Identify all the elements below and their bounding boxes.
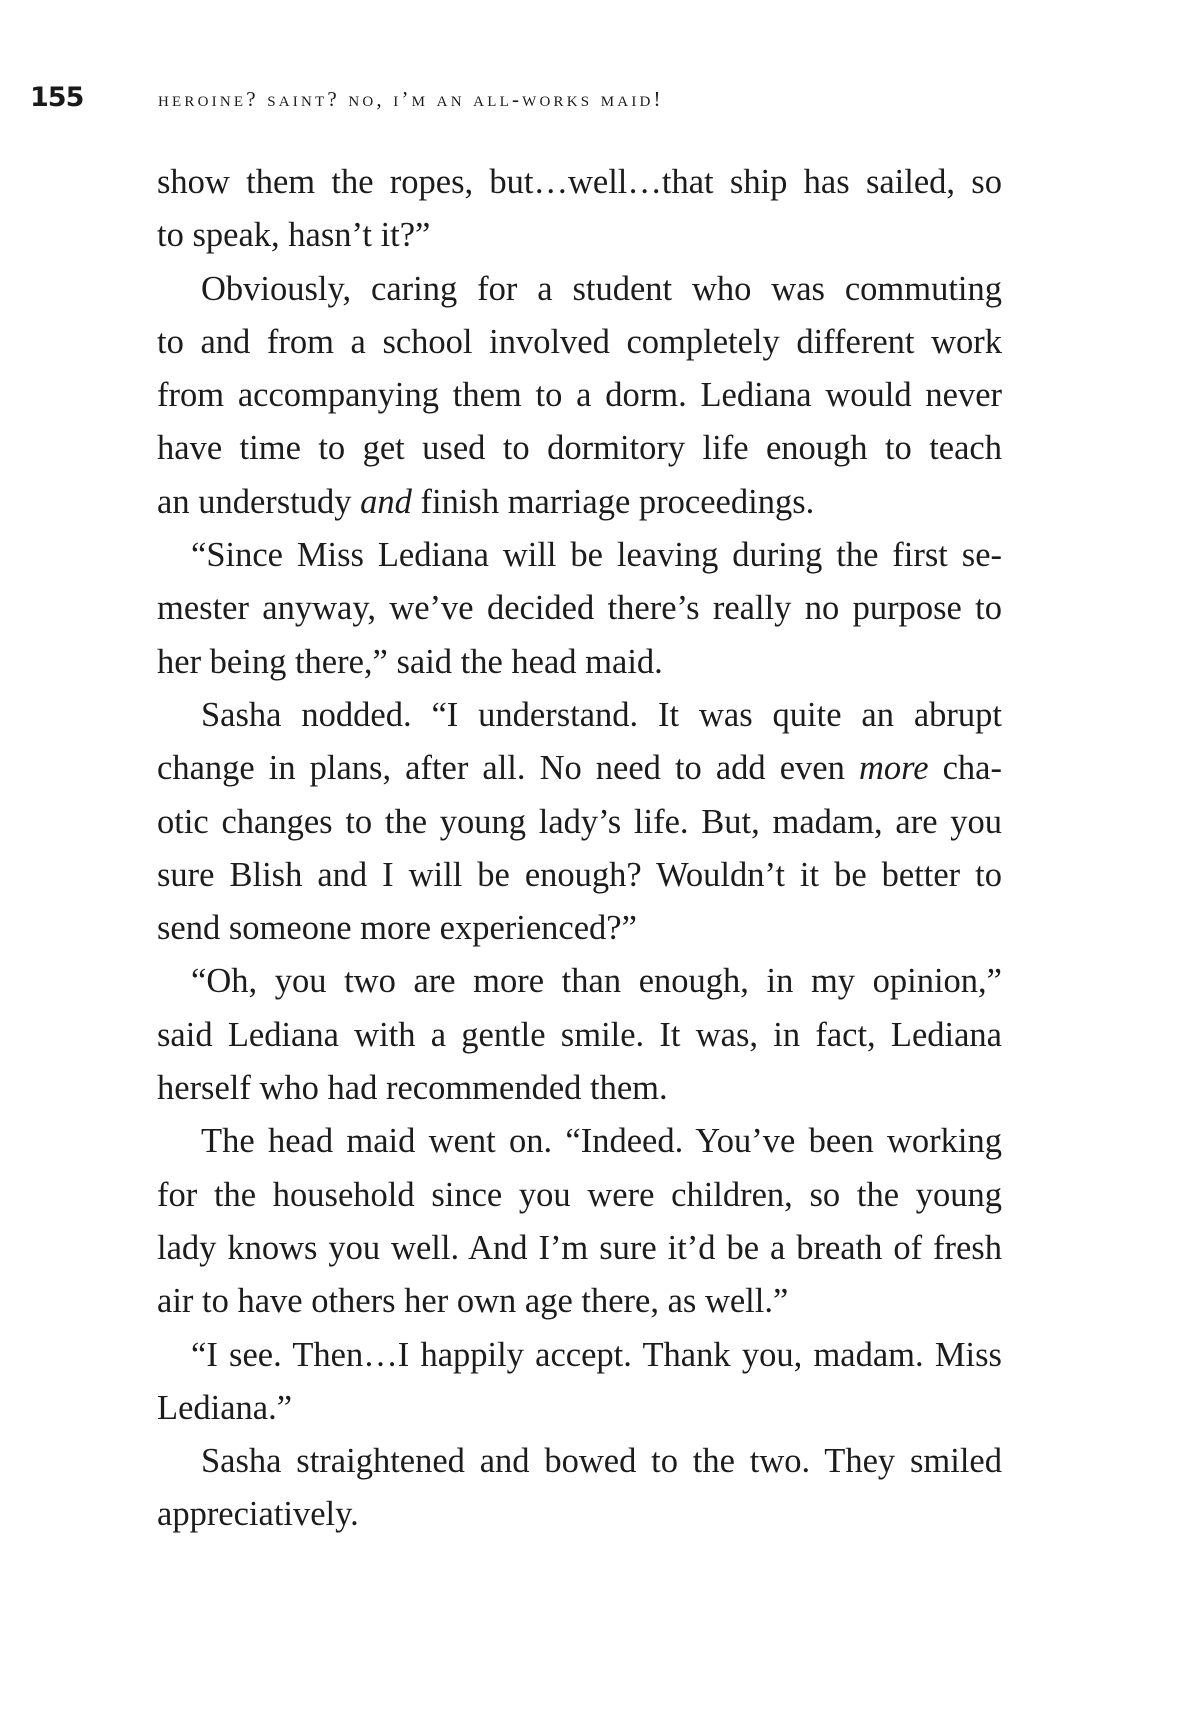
text-line: have time to get used to dormitory life enough to teach (157, 429, 1002, 468)
text-line: Sasha nodded. “I understand. It was quite an abrupt (201, 695, 1002, 734)
text-line: for the household since you were children, so the young (157, 1175, 1002, 1214)
text-line: air to have others her own age there, as well.” (157, 1282, 789, 1321)
body-text (157, 156, 1002, 1542)
text-line: herself who had recommended them. (157, 1069, 668, 1108)
text-line (157, 742, 1002, 795)
text-line: appreciatively. (157, 1495, 359, 1534)
text-line: send someone more experienced?” (157, 909, 637, 948)
text-line: her being there,” said the head maid. (157, 642, 663, 681)
text-line: sure Blish and I will be enough? Wouldn’t it be better to (157, 855, 1002, 894)
text-line: Sasha straightened and bowed to the two. They smiled (201, 1442, 1002, 1481)
text-line: to and from a school involved completely different work (157, 322, 1002, 361)
italic-emphasis: and (360, 482, 412, 521)
text-line: Obviously, caring for a student who was commuting (201, 269, 1002, 308)
running-title: heroine? saint? no, i’m an all-works maid! (158, 87, 664, 111)
text-line (157, 476, 1002, 529)
text-line: The head maid went on. “Indeed. You’ve been working (201, 1122, 1002, 1161)
text-line: Lediana.” (157, 1388, 293, 1427)
text-line: said Lediana with a gentle smile. It was, in fact, Lediana (157, 1015, 1002, 1054)
text-run: change in plans, after all. No need to add even (157, 749, 859, 788)
text-run: an understudy (157, 482, 361, 521)
text-line: from accompanying them to a dorm. Lediana would never (157, 376, 1002, 415)
text-line: mester anyway, we’ve decided there’s really no purpose to (157, 589, 1002, 628)
text-line: to speak, hasn’t it?” (157, 216, 431, 255)
text-line: otic changes to the young lady’s life. But, madam, are you (157, 802, 1002, 841)
text-run: finish marriage proceedings. (411, 482, 815, 521)
text-run: cha- (928, 749, 1002, 788)
italic-emphasis: more (858, 749, 929, 788)
text-line: “Oh, you two are more than enough, in my opinion,” (191, 962, 1002, 1001)
text-line: show them the ropes, but…well…that ship has sailed, so (157, 163, 1002, 201)
text-line: lady knows you well. And I’m sure it’d be a breath of fresh (157, 1228, 1002, 1267)
page-number: 155 (30, 82, 84, 113)
text-line: “I see. Then…I happily accept. Thank you, madam. Miss (191, 1335, 1002, 1374)
text-line: “Since Miss Lediana will be leaving during the first se- (191, 536, 1002, 575)
running-header (30, 82, 664, 113)
